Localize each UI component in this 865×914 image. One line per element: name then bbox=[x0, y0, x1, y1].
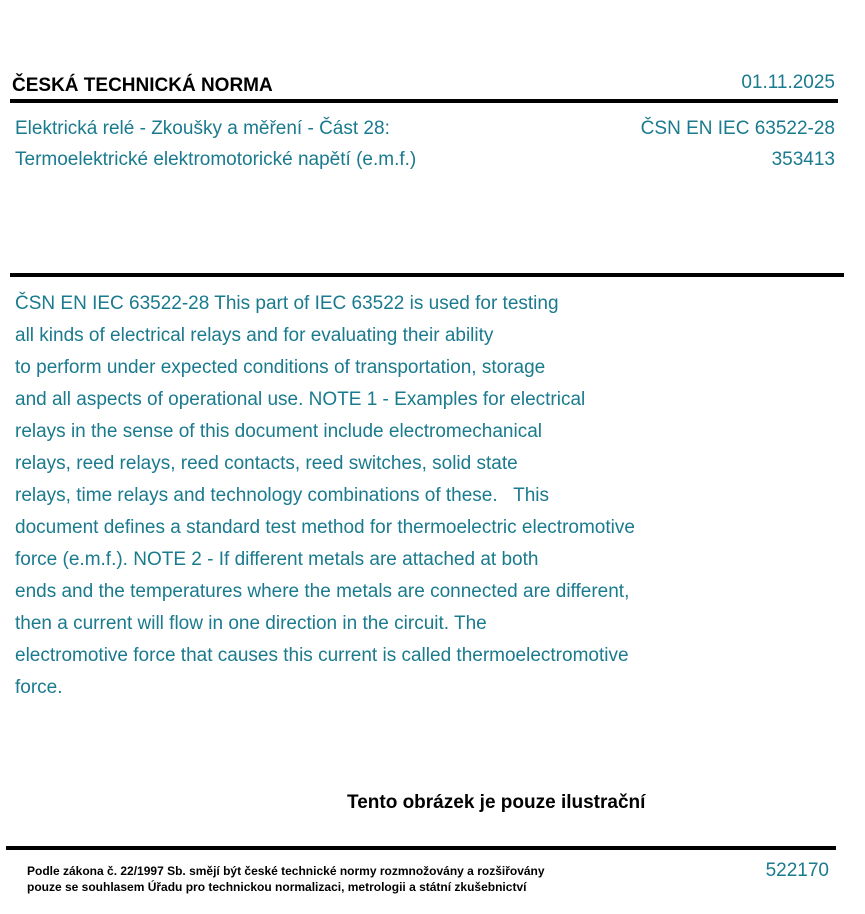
title-divider bbox=[10, 273, 844, 277]
abstract-line: relays, reed relays, reed contacts, reed switches, solid state bbox=[15, 453, 518, 474]
header-divider bbox=[10, 99, 838, 103]
abstract-line: electromotive force that causes this current is called thermoelectromotive bbox=[15, 645, 629, 666]
title-line-1: Elektrická relé - Zkoušky a měření - Část 28: bbox=[15, 118, 390, 139]
abstract-line: force (e.m.f.). NOTE 2 - If different metals are attached at both bbox=[15, 549, 539, 570]
abstract-line: to perform under expected conditions of transportation, storage bbox=[15, 357, 546, 378]
abstract-line: ends and the temperatures where the metals are connected are different, bbox=[15, 581, 630, 602]
footer-code: 522170 bbox=[765, 860, 829, 881]
issue-date: 01.11.2025 bbox=[741, 72, 835, 93]
document-heading: ČESKÁ TECHNICKÁ NORMA bbox=[12, 75, 273, 96]
illustrative-note: Tento obrázek je pouze ilustrační bbox=[347, 792, 646, 813]
abstract-line: then a current will flow in one direction in the circuit. The bbox=[15, 613, 487, 634]
copyright-line-2: pouze se souhlasem Úřadu pro technickou normalizaci, metrologii a státní zkušebnictví bbox=[27, 880, 527, 894]
abstract-line: relays, time relays and technology combinations of these. This bbox=[15, 485, 550, 506]
standard-code: ČSN EN IEC 63522-28 bbox=[640, 118, 835, 139]
title-line-2: Termoelektrické elektromotorické napětí (e.m.f.) bbox=[15, 149, 417, 170]
copyright-notice bbox=[27, 863, 545, 895]
abstract-line: ČSN EN IEC 63522-28 This part of IEC 63522 is used for testing bbox=[15, 293, 559, 314]
abstract-text bbox=[15, 288, 815, 704]
abstract-line: document defines a standard test method for thermoelectric electromotive bbox=[15, 517, 635, 538]
copyright-line-1: Podle zákona č. 22/1997 Sb. smějí být české technické normy rozmnožovány a rozšiřovány bbox=[27, 864, 545, 878]
abstract-line: force. bbox=[15, 677, 63, 698]
abstract-line: all kinds of electrical relays and for evaluating their ability bbox=[15, 325, 494, 346]
catalog-number: 353413 bbox=[771, 149, 835, 170]
abstract-line: relays in the sense of this document include electromechanical bbox=[15, 421, 543, 442]
footer-divider bbox=[6, 846, 836, 850]
abstract-line: and all aspects of operational use. NOTE 1 - Examples for electrical bbox=[15, 389, 586, 410]
